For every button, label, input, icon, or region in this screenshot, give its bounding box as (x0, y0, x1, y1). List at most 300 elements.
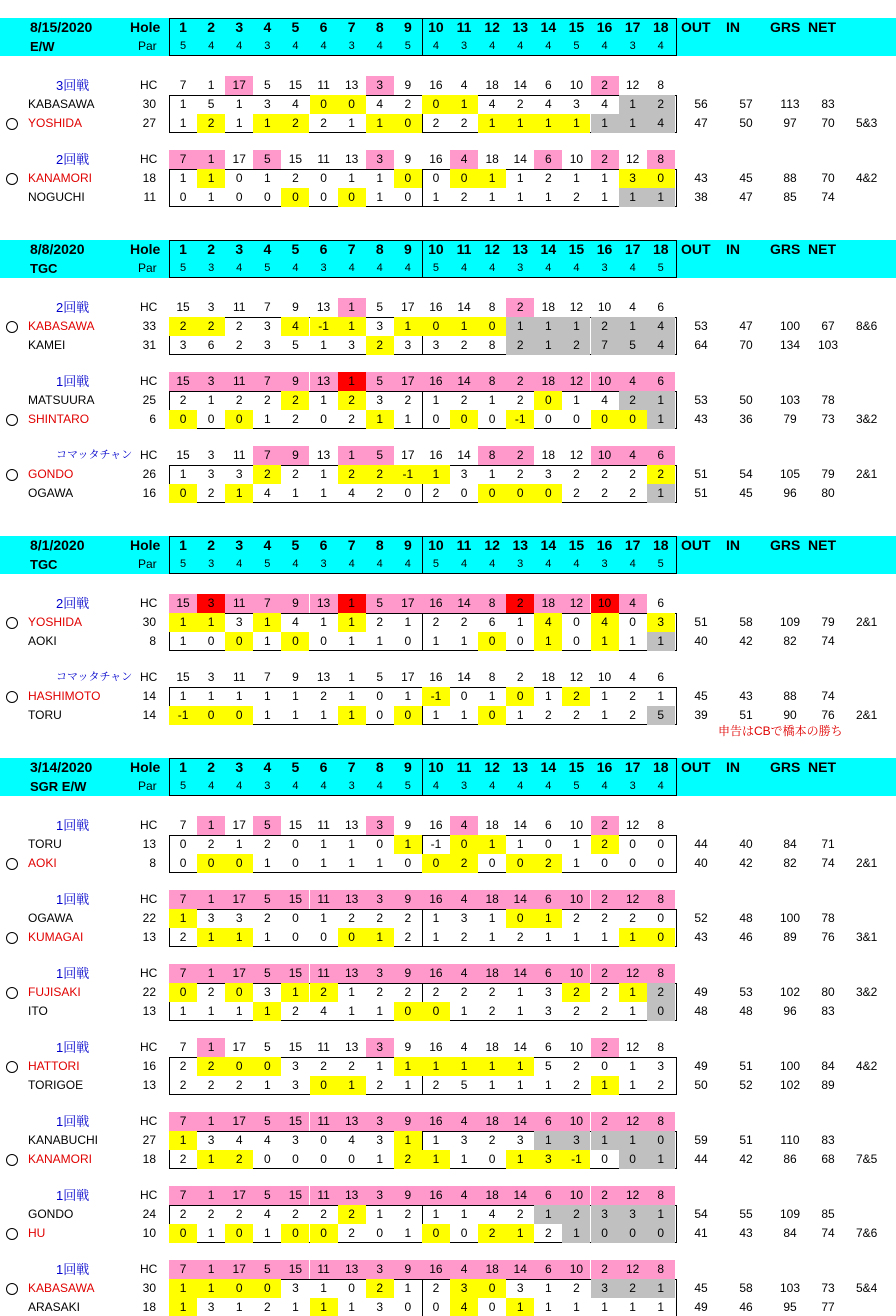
hole-score: 1 (657, 689, 665, 703)
par-value: 5 (179, 558, 187, 570)
total-g: 103 (779, 393, 801, 407)
hole-handicap: 3 (197, 372, 225, 391)
hole-score: 0 (310, 95, 338, 114)
hole-score: 1 (601, 689, 608, 703)
hole-handicap: 8 (647, 1260, 675, 1279)
total-i: 47 (739, 190, 753, 204)
hole-number: 6 (319, 759, 328, 775)
hole-score: 2 (432, 615, 440, 629)
hole-handicap: 17 (232, 152, 246, 166)
hole-handicap: 17 (225, 890, 253, 909)
hole-score: 0 (422, 1002, 450, 1021)
total-o: 49 (694, 1300, 708, 1314)
hole-score: 2 (488, 1133, 496, 1147)
hole-score: 0 (619, 1224, 647, 1243)
hole-score: 2 (292, 1207, 299, 1221)
hole-score: 2 (534, 854, 562, 873)
hole-score: 1 (207, 393, 215, 407)
hole-score: 2 (169, 317, 197, 336)
hole-score: 2 (253, 465, 281, 484)
match-result: 2&1 (856, 708, 878, 722)
match-result: 4&2 (856, 1059, 878, 1073)
hc-label: HC (140, 448, 158, 462)
par-value: 4 (376, 780, 383, 792)
hole-handicap: 14 (513, 78, 527, 92)
winner-mark-icon (6, 173, 18, 185)
hole-handicap: 1 (197, 1112, 225, 1131)
hole-score: 1 (601, 1300, 608, 1314)
hole-handicap: 13 (344, 78, 359, 92)
player-handicap: 8 (149, 634, 156, 648)
hole-score: 3 (348, 338, 355, 352)
hole-score: 0 (450, 835, 478, 854)
hole-score: 2 (545, 1226, 552, 1240)
hole-score: 1 (562, 114, 590, 133)
hole-score: 0 (478, 1279, 506, 1298)
total-g: 79 (783, 412, 797, 426)
hole-score: 0 (573, 412, 580, 426)
hole-score: 1 (506, 1298, 534, 1316)
par-value: 4 (545, 558, 552, 570)
hole-score: 4 (545, 97, 552, 111)
hole-handicap: 15 (288, 152, 303, 166)
hole-number: 14 (540, 241, 557, 257)
hole-score: 0 (292, 837, 299, 851)
hole-handicap: 10 (569, 818, 584, 832)
hole-score: 3 (545, 1004, 552, 1018)
hole-handicap: 10 (569, 1040, 584, 1054)
hole-score: 2 (310, 983, 338, 1002)
hole-score: 1 (338, 613, 366, 632)
hole-score: 0 (225, 983, 253, 1002)
hole-score: 0 (488, 856, 496, 870)
hole-score: 2 (235, 319, 243, 333)
total-n: 71 (821, 837, 835, 851)
hole-score: 1 (478, 835, 506, 854)
hole-score: 0 (545, 412, 552, 426)
par-value: 4 (292, 262, 299, 274)
hole-score: 0 (394, 706, 422, 725)
hole-score: 1 (338, 1076, 366, 1095)
hole-score: 1 (534, 909, 562, 928)
col-label-out: OUT (681, 19, 711, 35)
hole-score: 0 (422, 317, 450, 336)
hole-score: 1 (629, 1078, 636, 1092)
par-label: Par (138, 779, 157, 793)
hole-handicap: 3 (366, 964, 394, 983)
hole-score: 0 (394, 169, 422, 188)
hole-handicap: 4 (450, 1260, 478, 1279)
hole-score: 2 (619, 391, 647, 410)
player-name: TORU (28, 837, 62, 851)
total-n: 68 (821, 1152, 835, 1166)
hole-score: 0 (320, 171, 327, 185)
hole-score: 0 (338, 95, 366, 114)
hole-score: 2 (197, 114, 225, 133)
hole-handicap: 14 (450, 372, 478, 391)
par-value: 4 (376, 262, 383, 274)
hole-score: 5 (207, 97, 215, 111)
hole-score: 1 (422, 1150, 450, 1169)
hole-handicap: 7 (179, 1040, 187, 1054)
hole-score: 2 (348, 412, 355, 426)
player-name: TORIGOE (28, 1078, 84, 1092)
hole-score: 0 (534, 391, 562, 410)
player-name: MATSUURA (28, 393, 95, 407)
hole-number: 10 (428, 537, 444, 553)
hole-score: 2 (460, 985, 468, 999)
hole-handicap: 1 (348, 670, 355, 684)
hole-score: 0 (657, 856, 665, 870)
hole-score: 1 (657, 1300, 665, 1314)
hole-handicap: 9 (394, 890, 422, 909)
player-name: KABASAWA (28, 319, 95, 333)
total-g: 96 (783, 1004, 797, 1018)
hole-score: 3 (562, 1131, 590, 1150)
hc-label: HC (140, 78, 158, 92)
hole-score: 0 (225, 706, 253, 725)
hole-score: 0 (179, 837, 187, 851)
total-i: 42 (739, 856, 753, 870)
hole-score: 1 (432, 190, 440, 204)
hole-score: 3 (657, 1059, 665, 1073)
col-label-grs: GRS (770, 241, 801, 257)
hole-handicap: 12 (619, 890, 647, 909)
hole-score: 1 (348, 634, 355, 648)
hole-score: 0 (478, 632, 506, 651)
hole-handicap: 10 (562, 1112, 590, 1131)
hole-score: 0 (376, 689, 384, 703)
hole-handicap: 11 (233, 670, 246, 684)
hole-score: 3 (376, 1300, 384, 1314)
hole-score: 0 (450, 169, 478, 188)
hole-handicap: 18 (478, 1186, 506, 1205)
hole-score: 1 (432, 634, 440, 648)
hole-score: 0 (647, 169, 675, 188)
hole-number: 5 (291, 241, 300, 257)
hole-score: 1 (376, 190, 384, 204)
hole-number: 13 (512, 759, 529, 775)
hole-score: 1 (516, 1004, 524, 1018)
hole-score: 4 (591, 613, 619, 632)
hole-score: -1 (422, 687, 450, 706)
total-n: 74 (821, 634, 835, 648)
hole-score: 1 (207, 1004, 215, 1018)
hole-handicap: 2 (591, 1260, 619, 1279)
hole-score: 2 (601, 911, 608, 925)
hole-score: 1 (264, 708, 271, 722)
hole-score: 1 (629, 1059, 636, 1073)
hole-score: 7 (591, 336, 619, 355)
hole-handicap: 13 (338, 1186, 366, 1205)
hole-score: 1 (478, 114, 506, 133)
hole-score: 3 (207, 467, 215, 481)
hole-handicap: 17 (394, 372, 422, 391)
hole-score: 4 (601, 97, 608, 111)
hole-number: 16 (596, 241, 613, 257)
player-handicap: 30 (142, 615, 156, 629)
hole-score: 1 (253, 114, 281, 133)
player-name: TORU (28, 708, 62, 722)
hole-score: 3 (591, 1205, 619, 1224)
match-result: 5&4 (856, 1281, 878, 1295)
hole-handicap: 5 (253, 816, 281, 835)
hole-score: 3 (264, 338, 271, 352)
hole-score: 1 (573, 930, 580, 944)
hole-score: 2 (647, 95, 675, 114)
hole-score: 2 (573, 911, 580, 925)
player-handicap: 31 (142, 338, 156, 352)
hole-handicap: 5 (366, 372, 394, 391)
hole-handicap: 2 (591, 1112, 619, 1131)
hole-score: 0 (376, 708, 384, 722)
hole-score: 2 (348, 1226, 355, 1240)
hole-score: 1 (348, 837, 355, 851)
hole-score: 1 (432, 930, 440, 944)
hole-score: 3 (460, 1133, 468, 1147)
hole-score: 1 (235, 116, 243, 130)
hole-number: 4 (263, 241, 272, 257)
hole-score: 1 (534, 317, 562, 336)
total-n: 70 (821, 171, 835, 185)
hole-handicap: 18 (534, 594, 562, 613)
hole-handicap: 4 (450, 1186, 478, 1205)
hole-handicap: 12 (569, 448, 584, 462)
hole-score: 1 (534, 114, 562, 133)
hole-score: 1 (225, 928, 253, 947)
hole-handicap: 7 (253, 594, 281, 613)
hole-score: 2 (573, 1004, 580, 1018)
total-n: 73 (821, 1281, 835, 1295)
hole-score: 3 (179, 338, 187, 352)
hole-score: 3 (264, 985, 271, 999)
hole-score: 2 (460, 393, 468, 407)
match-result: 2&1 (856, 467, 878, 481)
hole-number: 8 (375, 19, 384, 35)
total-g: 84 (783, 1226, 797, 1240)
hole-handicap: 11 (310, 1112, 338, 1131)
par-value: 4 (376, 40, 383, 52)
total-n: 80 (821, 985, 835, 999)
hole-handicap: 3 (366, 816, 394, 835)
total-g: 84 (783, 837, 797, 851)
round-label: 1回戦 (56, 966, 90, 981)
total-n: 83 (821, 1004, 835, 1018)
winner-mark-icon (6, 987, 18, 999)
hole-score: 1 (478, 1057, 506, 1076)
total-o: 59 (694, 1133, 708, 1147)
hole-score: 1 (460, 634, 468, 648)
hole-score: 4 (292, 615, 299, 629)
course-name: TGC (30, 261, 58, 276)
hole-score: 1 (348, 1004, 355, 1018)
hole-number: 15 (568, 537, 585, 553)
total-n: 76 (821, 708, 835, 722)
hole-score: 1 (460, 1152, 468, 1166)
total-o: 45 (694, 1281, 708, 1295)
hole-handicap: 8 (647, 1112, 675, 1131)
hole-score: 6 (488, 615, 496, 629)
total-i: 36 (739, 412, 753, 426)
hole-number: 9 (403, 241, 412, 257)
hole-number: 3 (235, 759, 244, 775)
hole-score: 1 (647, 1279, 675, 1298)
hole-handicap: 1 (338, 594, 366, 613)
hole-score: 1 (235, 97, 243, 111)
hole-score: 1 (488, 930, 496, 944)
hole-score: 0 (591, 410, 619, 429)
match-result: 8&6 (856, 319, 878, 333)
hole-score: 2 (376, 911, 384, 925)
player-handicap: 18 (142, 1300, 156, 1314)
hole-handicap: 3 (207, 448, 215, 462)
hole-score: 2 (460, 338, 468, 352)
hole-score: 0 (460, 689, 468, 703)
hole-score: 1 (488, 1078, 496, 1092)
hole-handicap: 6 (647, 372, 675, 391)
total-i: 42 (739, 1152, 753, 1166)
hole-handicap: 11 (233, 448, 246, 462)
hole-handicap: 16 (422, 1186, 450, 1205)
hole-score: 0 (432, 1300, 440, 1314)
par-value: 3 (208, 558, 215, 570)
hole-handicap: 9 (281, 446, 309, 465)
hole-score: 1 (619, 114, 647, 133)
hole-handicap: 6 (657, 300, 665, 314)
hole-score: 1 (179, 97, 187, 111)
total-g: 109 (779, 615, 801, 629)
hole-score: 1 (488, 467, 496, 481)
player-name: KABASAWA (28, 1281, 95, 1295)
hole-score: 4 (235, 1133, 243, 1147)
total-n: 89 (821, 1078, 835, 1092)
total-g: 103 (779, 1281, 801, 1295)
col-label-out: OUT (681, 759, 711, 775)
col-label-grs: GRS (770, 759, 801, 775)
total-i: 58 (739, 1281, 753, 1295)
par-value: 3 (348, 40, 355, 52)
hole-score: 1 (450, 95, 478, 114)
par-value: 4 (320, 40, 327, 52)
par-value: 5 (432, 558, 439, 570)
winner-mark-icon (6, 858, 18, 870)
hole-handicap: 3 (366, 150, 394, 169)
hole-handicap: 12 (569, 300, 584, 314)
hole-score: 0 (506, 854, 534, 873)
hole-score: 2 (338, 1205, 366, 1224)
hole-score: 1 (516, 615, 524, 629)
hole-score: 0 (478, 484, 506, 503)
hole-score: 1 (320, 708, 327, 722)
hole-score: 2 (488, 1004, 496, 1018)
hole-handicap: 5 (264, 1040, 271, 1054)
hole-score: 1 (310, 1298, 338, 1316)
hole-handicap: 7 (264, 300, 271, 314)
hole-score: 0 (506, 484, 534, 503)
hole-number: 14 (540, 19, 557, 35)
hole-score: 1 (601, 190, 608, 204)
hole-handicap: 16 (422, 1112, 450, 1131)
hole-score: 1 (253, 1002, 281, 1021)
hole-number: 13 (512, 241, 529, 257)
hole-handicap: 16 (429, 448, 443, 462)
hole-number: 5 (291, 759, 300, 775)
hole-score: 0 (253, 1279, 281, 1298)
hole-handicap: 5 (376, 670, 384, 684)
par-value: 3 (629, 40, 636, 52)
hole-score: 1 (629, 1004, 636, 1018)
total-n: 74 (821, 856, 835, 870)
hole-score: -1 (310, 317, 338, 336)
total-g: 86 (783, 1152, 797, 1166)
hole-score: 4 (264, 1207, 271, 1221)
round-label: 1回戦 (56, 374, 90, 389)
hole-number: 8 (375, 759, 384, 775)
hole-handicap: 15 (281, 1260, 309, 1279)
par-value: 3 (460, 780, 468, 792)
par-value: 4 (489, 262, 496, 274)
winner-mark-icon (6, 1283, 18, 1295)
par-value: 4 (489, 780, 496, 792)
hole-score: 4 (348, 1133, 355, 1147)
player-handicap: 22 (142, 985, 156, 999)
hole-score: 1 (460, 1207, 468, 1221)
player-handicap: 16 (142, 486, 156, 500)
hole-number: 6 (319, 19, 328, 35)
hole-score: 1 (169, 1279, 197, 1298)
hole-score: 0 (292, 856, 299, 870)
hole-handicap: 8 (647, 890, 675, 909)
hole-score: 3 (647, 613, 675, 632)
hole-score: 2 (179, 1152, 187, 1166)
total-o: 56 (694, 97, 708, 111)
hole-score: 1 (404, 689, 412, 703)
hole-number: 8 (375, 241, 384, 257)
hole-score: 0 (647, 928, 675, 947)
hc-label: HC (140, 1114, 158, 1128)
hole-score: 0 (338, 188, 366, 207)
player-name: OGAWA (28, 486, 74, 500)
par-value: 4 (236, 558, 243, 570)
hole-score: 2 (516, 393, 524, 407)
hole-score: 0 (422, 1224, 450, 1243)
total-g: 90 (783, 708, 797, 722)
hole-score: 2 (591, 835, 619, 854)
hole-handicap: 4 (450, 816, 478, 835)
hole-handicap: 9 (292, 670, 299, 684)
hole-score: 1 (179, 467, 187, 481)
hole-score: 0 (207, 412, 215, 426)
hole-handicap: 14 (506, 1112, 534, 1131)
hole-score: 1 (506, 1224, 534, 1243)
hole-handicap: 1 (197, 1038, 225, 1057)
total-n: 70 (821, 116, 835, 130)
hole-handicap: 2 (506, 298, 534, 317)
hole-score: 0 (647, 1131, 675, 1150)
par-value: 5 (264, 558, 271, 570)
hole-score: 1 (179, 1004, 187, 1018)
hole-score: 2 (394, 1150, 422, 1169)
hole-score: -1 (430, 837, 442, 851)
hole-handicap: 7 (253, 372, 281, 391)
hole-score: 2 (657, 1078, 665, 1092)
section-date: 8/1/2020 (30, 537, 85, 553)
hole-handicap: 9 (281, 372, 309, 391)
total-o: 44 (694, 837, 708, 851)
total-i: 51 (739, 708, 753, 722)
hole-handicap: 6 (545, 818, 552, 832)
hole-handicap: 3 (207, 670, 215, 684)
